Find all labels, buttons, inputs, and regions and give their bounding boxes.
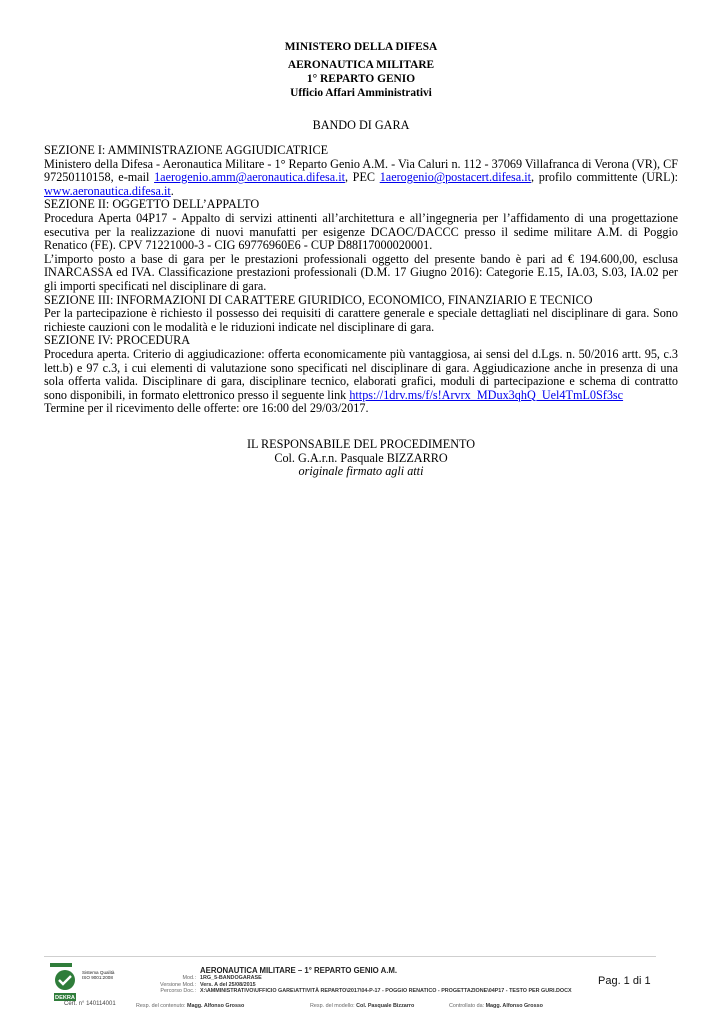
header-air-force: AERONAUTICA MILITARE <box>287 59 435 71</box>
section-2-paragraph-2: L’importo posto a base di gara per le prestazioni professionali oggetto del presente bando è pari ad € 194.600,00, esclusa INARCASSA ed IVA. Classificazione prestazioni professionali (D.M. 17 Giugno 2016): Categorie E.15, IA.03, S.03, IA.02 per gli importi specificati nel disciplinare di gara. <box>44 251 678 293</box>
signature-block <box>44 438 678 479</box>
signature-note: originale firmato agli atti <box>298 464 424 479</box>
pec-link[interactable]: 1aerogenio@postacert.difesa.it <box>379 170 532 185</box>
signature-name: Col. G.A.r.n. Pasquale BIZZARRO <box>274 450 448 465</box>
path-value: X:\AMMINISTRATIVO\UFFICIO GARE\ATTIVITÀ REPARTO\2017\04-P-17 - POGGIO RENATICO - PROGETTAZIONE\04P17 - TESTO PER GURI.DOCX <box>200 988 572 995</box>
cert-brand: DEKRA <box>55 995 75 1002</box>
resp-model: Resp. del modello: Col. Pasquale Bizzarro <box>310 1003 415 1009</box>
cert-line-2: ISO 9001:2008 <box>82 975 113 981</box>
header-ministry: MINISTERO DELLA DIFESA <box>284 41 438 53</box>
section-2-title: SEZIONE II: OGGETTO DELL’APPALTO <box>44 197 260 212</box>
version-value: Vers. A del 25/08/2015 <box>200 981 256 988</box>
section-1-title: SEZIONE I: AMMINISTRAZIONE AGGIUDICATRICE <box>44 143 329 157</box>
section-2-paragraph-1: Procedura Aperta 04P17 - Appalto di servizi attinenti all’architettura e all’ingegneria per l’affidamento di una progettazione esecutiva per la realizzazione di nuovi manufatti per esigenze DCAOC/DACCC presso il sedime militare A.M. di Poggio Renatico (FE). CPV 71221000-3 - CIG 69776960E6 - CUP D88I17000020001. <box>44 210 678 253</box>
mod-label: Mod.: <box>182 975 196 981</box>
page-number: Pag. 1 di 1 <box>598 975 651 987</box>
website-link[interactable]: www.aeronautica.difesa.it <box>44 183 171 198</box>
header-office: Ufficio Affari Amministrativi <box>290 87 432 99</box>
dekra-logo-icon <box>54 968 76 1002</box>
section-4-title: SEZIONE IV: PROCEDURA <box>44 333 191 348</box>
cert-number: Cert. n° 140114001 <box>64 1001 116 1007</box>
path-label: Percorso Doc.: <box>160 988 196 995</box>
checked-by: Controllato da: Magg. Alfonso Grosso <box>449 1003 543 1009</box>
version-label: Versione Mod.: <box>160 981 196 988</box>
section-4-deadline: Termine per il ricevimento delle offerte: ore 16:00 del 29/03/2017. <box>44 401 369 416</box>
resp-content: Resp. del contenuto: Magg. Alfonso Grosso <box>136 1003 245 1009</box>
footer-divider <box>44 956 656 957</box>
section-1-text: Ministero della Difesa - Aeronautica Militare - 1° Reparto Genio A.M. - Via Caluri n. 112 - 37069 Villafranca di Verona (VR), CF 97250110158, e-mail 1aerogenio.amm@aeronautica.difesa.it, PEC 1aerogenio@postacert.difesa.it, profilo committente (URL): www.aeronautica.difesa.it. <box>44 156 679 198</box>
signature-role: IL RESPONSABILE DEL PROCEDIMENTO <box>246 437 476 451</box>
section-3-paragraph: Per la partecipazione è richiesto il possesso dei requisiti di carattere generale e speciale dettagliati nel disciplinare di gara. Sono richieste cauzioni con le modalità e le riduzioni indicate nel disciplinare di gara. <box>44 306 678 334</box>
document-body <box>44 144 678 416</box>
documents-link[interactable]: https://1drv.ms/f/s!Arvrx_MDux3qhQ_Uel4TmL0Sf3sc <box>349 387 624 402</box>
mod-value: 1RG_5-BANDOGARASE <box>200 975 262 981</box>
cert-green-bar <box>50 963 72 967</box>
cert-line-1: Sistema Qualità <box>82 970 115 975</box>
footer-metadata <box>130 975 572 995</box>
section-3-title: SEZIONE III: INFORMAZIONI DI CARATTERE GIURIDICO, ECONOMICO, FINANZIARIO E TECNICO <box>44 292 593 307</box>
document-title: BANDO DI GARA <box>312 118 410 132</box>
header-department: 1° REPARTO GENIO <box>306 73 416 85</box>
section-4-paragraph-1: Procedura aperta. Criterio di aggiudicazione: offerta economicamente più vantaggiosa, ai sensi del d.Lgs. n. 50/2016 artt. 95, c.3 lett.b) e 97 c.3, i cui elementi di valutazione sono specificati nel disciplinare di gara. Aggiudicazione anche in presenza di una sola offerta valida. Disciplinare di gara, disciplinare tecnico, elaborati grafici, moduli di partecipazione e schema di contratto sono disponibili, in formato elettronico presso il seguente link https://1drv.ms/f/s!Arvrx_MDux3qhQ_Uel4TmL0Sf3sc <box>44 346 678 402</box>
email-link[interactable]: 1aerogenio.amm@aeronautica.difesa.it <box>154 170 345 185</box>
footer-title: AERONAUTICA MILITARE – 1° REPARTO GENIO A.M. <box>200 966 398 975</box>
